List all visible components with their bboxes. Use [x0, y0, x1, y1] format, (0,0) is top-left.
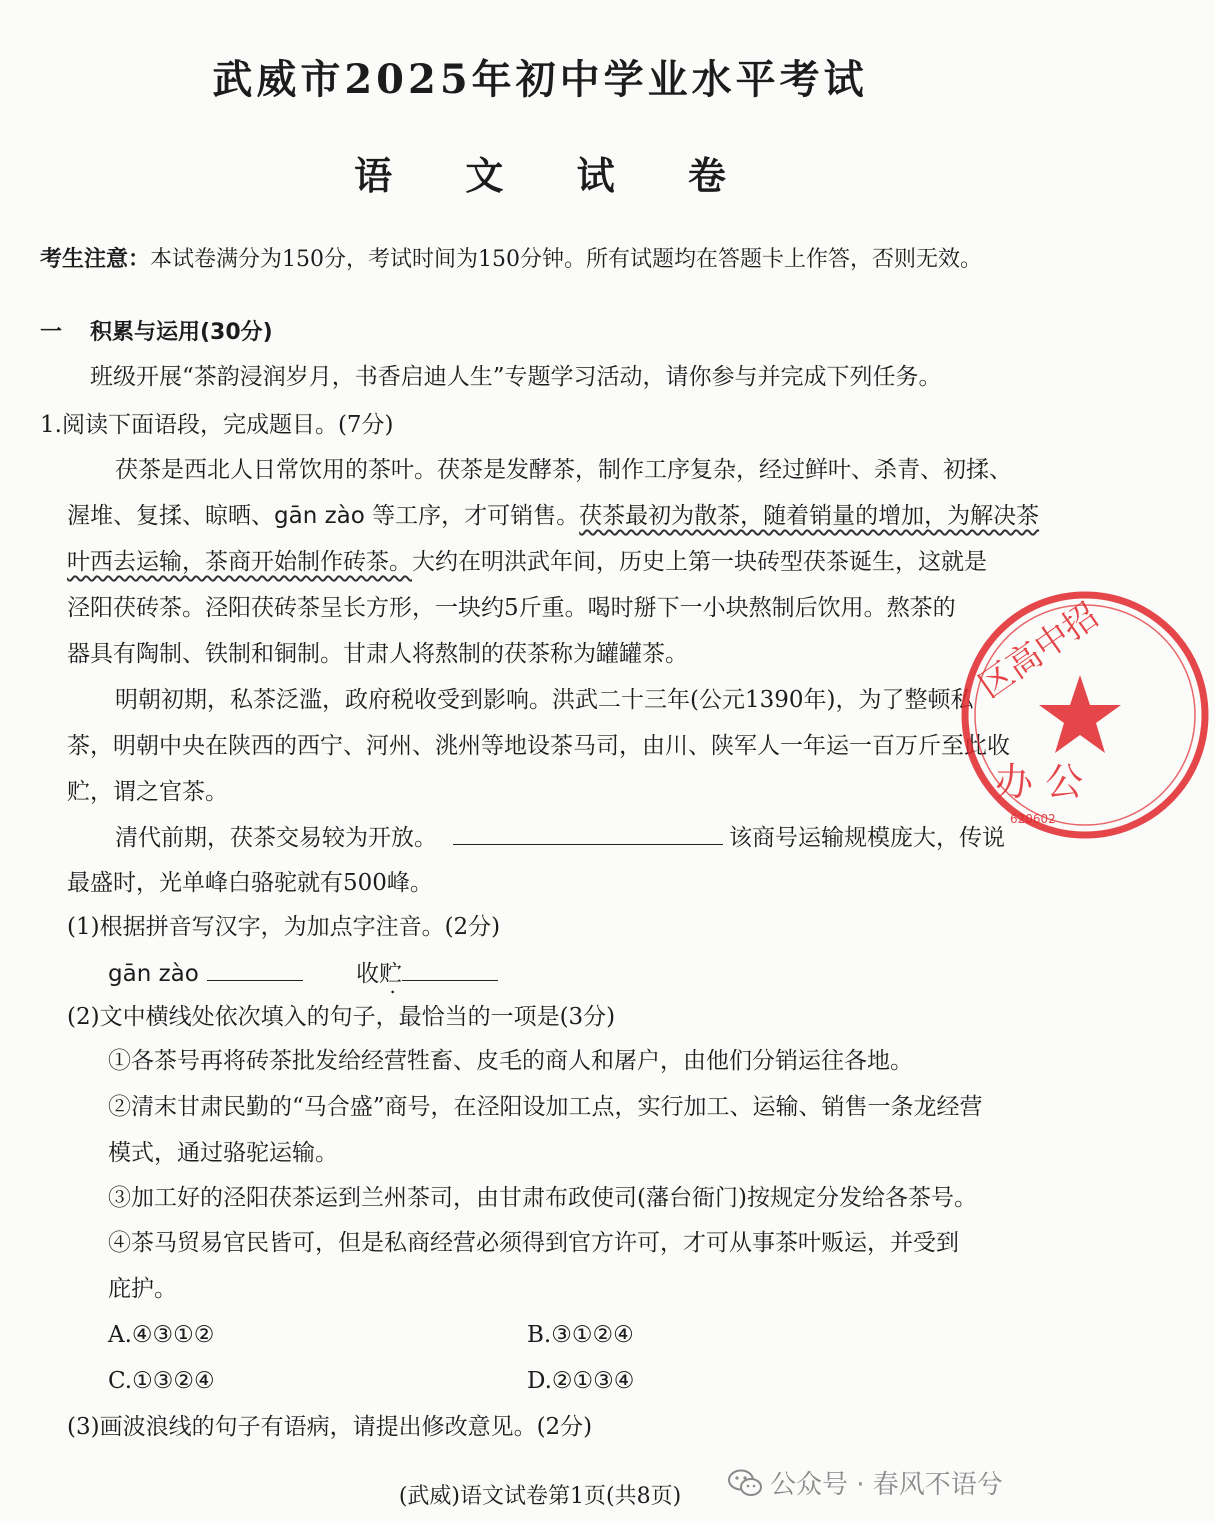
passage-line	[115, 822, 1005, 853]
sub-question-1: (1)根据拼音写汉字，为加点字注音。(2分)	[67, 914, 501, 940]
dotted-char: 贮	[379, 961, 403, 987]
passage-text: 等工序，才可销售。	[372, 503, 580, 529]
answer-blank	[402, 958, 498, 981]
passage-line	[67, 547, 987, 577]
wavy-underlined-sentence: 茯茶最初为散茶，随着销量的增加，为解决茶	[579, 503, 1040, 529]
option-sentence: 庇护。	[108, 1276, 177, 1302]
option-sentence: ④茶马贸易官民皆可，但是私商经营必须得到官方许可，才可从事茶叶贩运，并受到	[108, 1230, 959, 1256]
svg-text:办 公: 办 公	[995, 760, 1084, 804]
question-1-stem: 1.阅读下面语段，完成题目。(7分)	[40, 412, 394, 438]
sub-question-1-answers	[108, 958, 498, 989]
passage-line: 贮，谓之官茶。	[67, 779, 228, 805]
notice-label: 考生注意：	[40, 247, 151, 272]
passage-text: 渥堆、复揉、晾晒、	[67, 503, 274, 529]
choice-a: A.④③①②	[108, 1322, 215, 1348]
svg-text:区高中招: 区高中招	[971, 595, 1106, 707]
word-char: 收	[356, 961, 380, 987]
watermark-text: 公众号 · 春风不语兮	[770, 1470, 1003, 1500]
wechat-icon	[728, 1469, 762, 1497]
answer-blank	[207, 958, 303, 981]
passage-line: 泾阳茯砖茶。泾阳茯砖茶呈长方形，一块约5斤重。喝时掰下一小块熬制后饮用。熬茶的	[67, 595, 956, 621]
exam-subtitle: 语 文 试 卷	[354, 153, 756, 198]
choice-d: D.②①③④	[527, 1368, 635, 1394]
fill-blank-line	[453, 822, 723, 845]
official-seal	[955, 585, 1215, 845]
passage-line	[67, 501, 1039, 531]
section-number: 一	[40, 320, 63, 345]
passage-line: 器具有陶制、铁制和铜制。甘肃人将熬制的茯茶称为罐罐茶。	[67, 641, 688, 667]
section-intro: 班级开展“茶韵浸润岁月，书香启迪人生”专题学习活动，请你参与并完成下列任务。	[90, 364, 942, 390]
watermark	[728, 1464, 1003, 1501]
passage-line: 明朝初期，私茶泛滥，政府税收受到影响。洪武二十三年(公元1390年)，为了整顿私	[115, 687, 974, 713]
svg-text:620602: 620602	[1010, 812, 1056, 826]
page-footer: (武威)语文试卷第1页(共8页)	[398, 1484, 682, 1509]
section-heading	[40, 318, 273, 348]
option-sentence: ①各茶号再将砖茶批发给经营牲畜、皮毛的商人和屠户，由他们分销运往各地。	[108, 1048, 913, 1074]
passage-line: 茯茶是西北人日常饮用的茶叶。茯茶是发酵茶，制作工序复杂，经过鲜叶、杀青、初揉、	[115, 457, 1012, 483]
option-sentence: ②清末甘肃民勤的“马合盛”商号，在泾阳设加工点，实行加工、运输、销售一条龙经营	[108, 1094, 983, 1120]
section-title: 积累与运用(30分)	[90, 320, 273, 345]
choice-b: B.③①②④	[527, 1322, 634, 1348]
choice-c: C.①③②④	[108, 1368, 215, 1394]
exam-notice	[40, 245, 982, 275]
passage-line: 茶，明朝中央在陕西的西宁、河州、洮州等地设茶马司，由川、陕军人一年运一百万斤至此收	[67, 733, 1010, 759]
passage-text: 大约在明洪武年间，历史上第一块砖型茯茶诞生，这就是	[412, 549, 987, 575]
passage-line: 最盛时，光单峰白骆驼就有500峰。	[67, 870, 433, 896]
sub-question-2: (2)文中横线处依次填入的句子，最恰当的一项是(3分)	[67, 1004, 616, 1030]
pinyin-text: gān zào	[108, 961, 199, 987]
passage-text: 该商号运输规模庞大，传说	[729, 825, 1005, 851]
passage-text: 清代前期，茯茶交易较为开放。	[115, 825, 437, 851]
notice-text: 本试卷满分为150分，考试时间为150分钟。所有试题均在答题卡上作答，否则无效。	[150, 247, 983, 272]
option-sentence: 模式，通过骆驼运输。	[108, 1140, 338, 1166]
exam-title: 武威市2025年初中学业水平考试	[212, 56, 868, 103]
option-sentence: ③加工好的泾阳茯茶运到兰州茶司，由甘肃布政使司(藩台衙门)按规定分发给各茶号。	[108, 1185, 977, 1211]
pinyin-text: gān zào	[274, 503, 365, 529]
wavy-underlined-sentence: 叶西去运输，茶商开始制作砖茶。	[67, 549, 412, 575]
sub-question-3: (3)画波浪线的句子有语病，请提出修改意见。(2分)	[67, 1414, 593, 1440]
